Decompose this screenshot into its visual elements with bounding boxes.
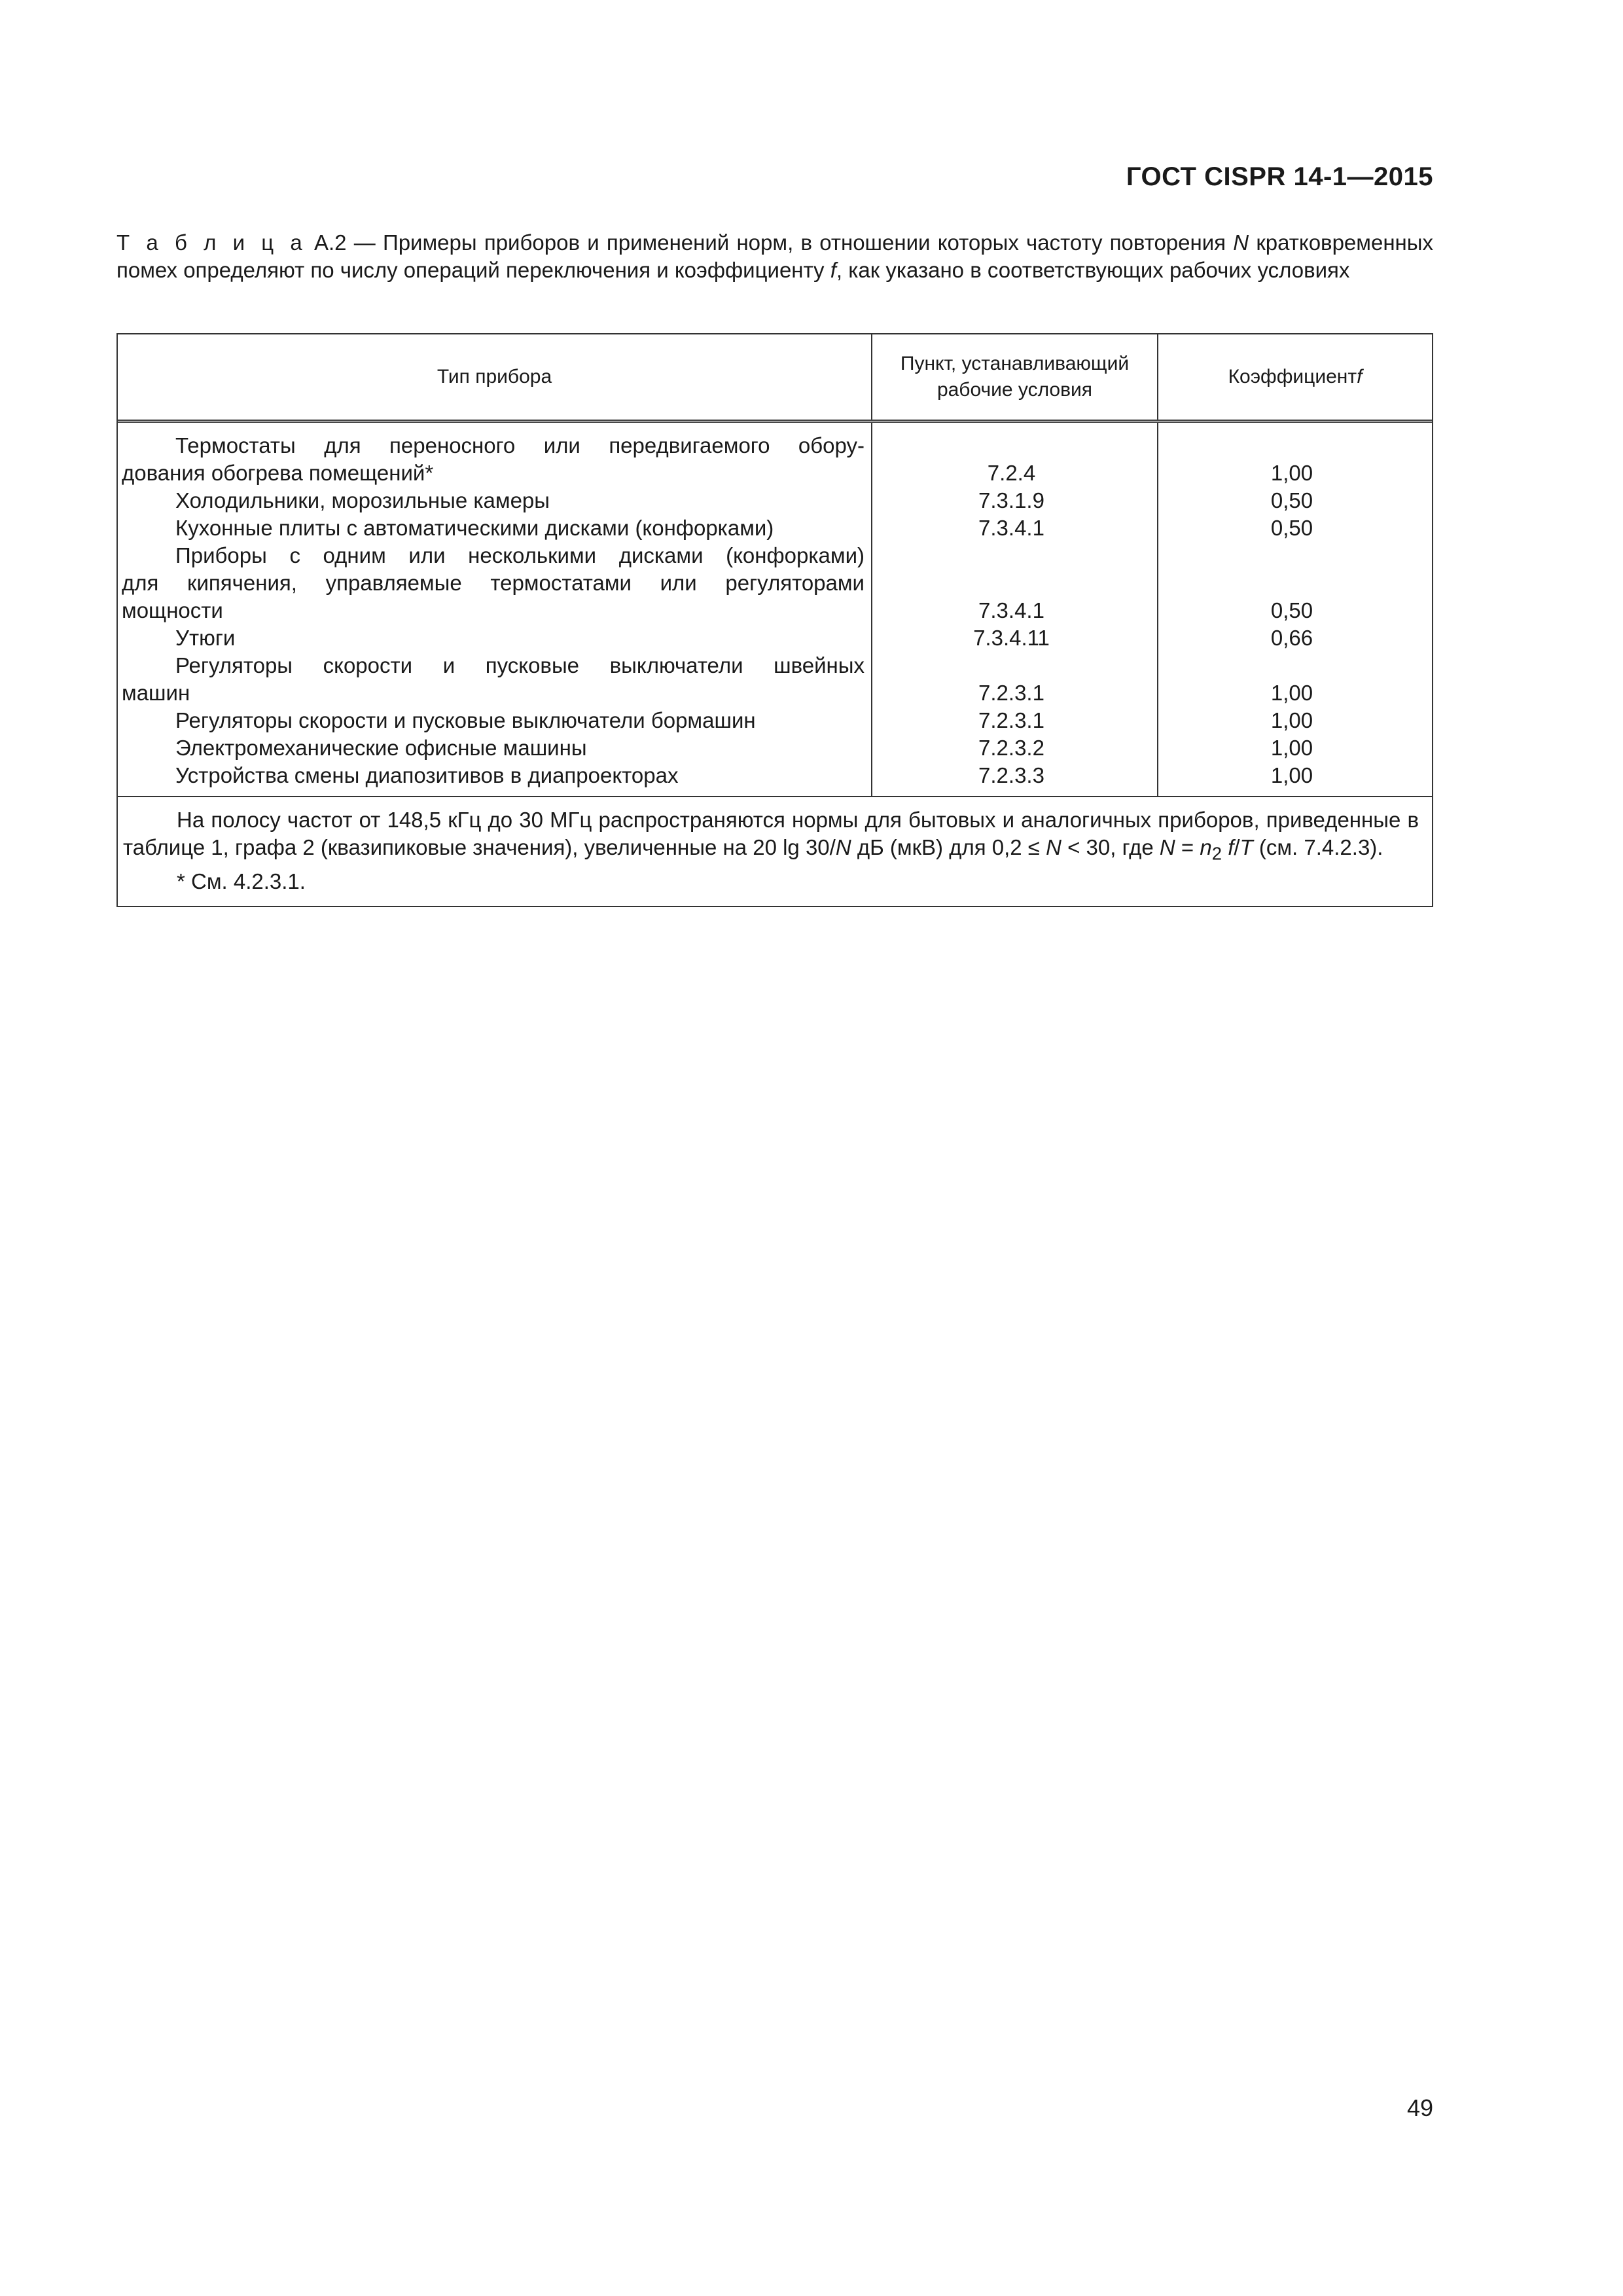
table-cell-clause <box>872 652 1157 679</box>
header-coef <box>1158 334 1432 420</box>
table-cell-clause: 7.2.3.2 <box>978 736 1044 760</box>
caption-var-f: f <box>830 258 836 282</box>
caption-text-b: кратковременных помех определяют по числу операций переключения и коэффициенту <box>116 230 1433 282</box>
header-coef-text: Коэффициент <box>1228 366 1357 387</box>
table-cell-coef: 0,50 <box>1270 598 1313 622</box>
table-cell-clause: 7.3.4.1 <box>978 598 1044 622</box>
table-cell-coef: 0,50 <box>1270 488 1313 512</box>
table-cell-clause: 7.3.4.11 <box>973 626 1050 650</box>
note-text-part: (см. 7.4.2.3). <box>1253 835 1383 859</box>
table-cell-clause <box>872 432 1157 459</box>
coef-column <box>1158 423 1432 796</box>
table-cell-type: машин <box>122 681 190 705</box>
table-note <box>118 796 1432 906</box>
table-caption <box>116 229 1433 284</box>
table-cell-type: Кухонные плиты с автоматическими дисками (конфорками) <box>175 516 774 540</box>
table-cell-coef <box>1158 542 1432 569</box>
note-text-part: < 30, где <box>1061 835 1160 859</box>
table-cell-coef: 1,00 <box>1270 681 1313 705</box>
table-cell-type: Регуляторы скорости и пусковые выключатели швейных <box>175 653 865 677</box>
note-var: N <box>1159 835 1175 859</box>
note-text-part <box>1222 835 1228 859</box>
note-var: N <box>835 835 851 859</box>
caption-var-n: N <box>1233 230 1249 255</box>
header-type: Тип прибора <box>118 334 872 420</box>
table-cell-coef: 1,00 <box>1270 763 1313 787</box>
table-cell-clause: 7.2.3.3 <box>978 763 1044 787</box>
table-cell-type: Устройства смены диапозитивов в диапроекторах <box>175 763 679 787</box>
table-cell-type: Регуляторы скорости и пусковые выключатели бормашин <box>175 708 756 732</box>
note-text-part: = <box>1175 835 1200 859</box>
note-text-part: дБ (мкВ) для 0,2 ≤ <box>851 835 1046 859</box>
footnote: * См. 4.2.3.1. <box>177 869 306 893</box>
table-cell-coef <box>1158 569 1432 597</box>
type-column <box>118 423 872 796</box>
table-cell-type: для кипячения, управляемые термостатами или регуляторами <box>122 571 865 595</box>
table-cell-coef: 1,00 <box>1270 708 1313 732</box>
header-clause <box>872 334 1158 420</box>
note-text-part: На полосу частот от 148,5 кГц до 30 МГц распространяются нормы для бытовых и аналогичных приборов, приведенные в таблице 1, графа 2 (квазипиковые значения), увеличенные на 20 lg 30/ <box>123 808 1419 859</box>
table-header <box>118 334 1432 423</box>
header-clause-text: Пункт, устанавливающий рабочие условия <box>900 353 1130 401</box>
document-code: ГОСТ CISPR 14-1—2015 <box>1126 162 1433 191</box>
table-body <box>118 423 1432 796</box>
note-var: n <box>1200 835 1212 859</box>
caption-prefix: Т а б л и ц а <box>116 230 307 255</box>
table-cell-type: мощности <box>122 598 223 622</box>
table-cell-coef <box>1158 652 1432 679</box>
table <box>116 333 1433 907</box>
note-subscript: 2 <box>1211 843 1222 864</box>
table-cell-type: Электромеханические офисные машины <box>175 736 587 760</box>
table-cell-coef <box>1158 432 1432 459</box>
note-text <box>123 806 1419 868</box>
table-cell-clause <box>872 569 1157 597</box>
clause-column <box>872 423 1158 796</box>
table-cell-clause: 7.2.3.1 <box>978 708 1044 732</box>
table-cell-clause: 7.3.1.9 <box>978 488 1044 512</box>
table-cell-type: Утюги <box>175 626 236 650</box>
table-cell-type: Холодильники, морозильные камеры <box>175 488 550 512</box>
table-cell-coef: 1,00 <box>1270 736 1313 760</box>
header-coef-var: f <box>1357 366 1363 387</box>
table-cell-clause: 7.2.3.1 <box>978 681 1044 705</box>
table-cell-type: Приборы с одним или несколькими дисками (конфорками) <box>175 543 865 567</box>
note-text-part: / <box>1234 835 1240 859</box>
note-var: T <box>1240 835 1253 859</box>
table-cell-type: дования обогрева помещений* <box>122 461 434 485</box>
table-cell-coef: 0,66 <box>1270 626 1313 650</box>
table-cell-type: Термостаты для переносного или передвигаемого обору- <box>175 433 865 457</box>
page-number: 49 <box>1406 2094 1433 2121</box>
caption-text-c: , как указано в соответствующих рабочих условиях <box>836 258 1350 282</box>
table-cell-coef: 0,50 <box>1270 516 1313 540</box>
table-cell-coef: 1,00 <box>1270 461 1313 485</box>
table-cell-clause: 7.3.4.1 <box>978 516 1044 540</box>
table-cell-clause: 7.2.4 <box>987 461 1036 485</box>
note-var: N <box>1046 835 1061 859</box>
note-var: f <box>1228 835 1234 859</box>
caption-text-a: А.2 — Примеры приборов и применений норм, в отношении которых частоту повторения <box>306 230 1234 255</box>
table-cell-clause <box>872 542 1157 569</box>
